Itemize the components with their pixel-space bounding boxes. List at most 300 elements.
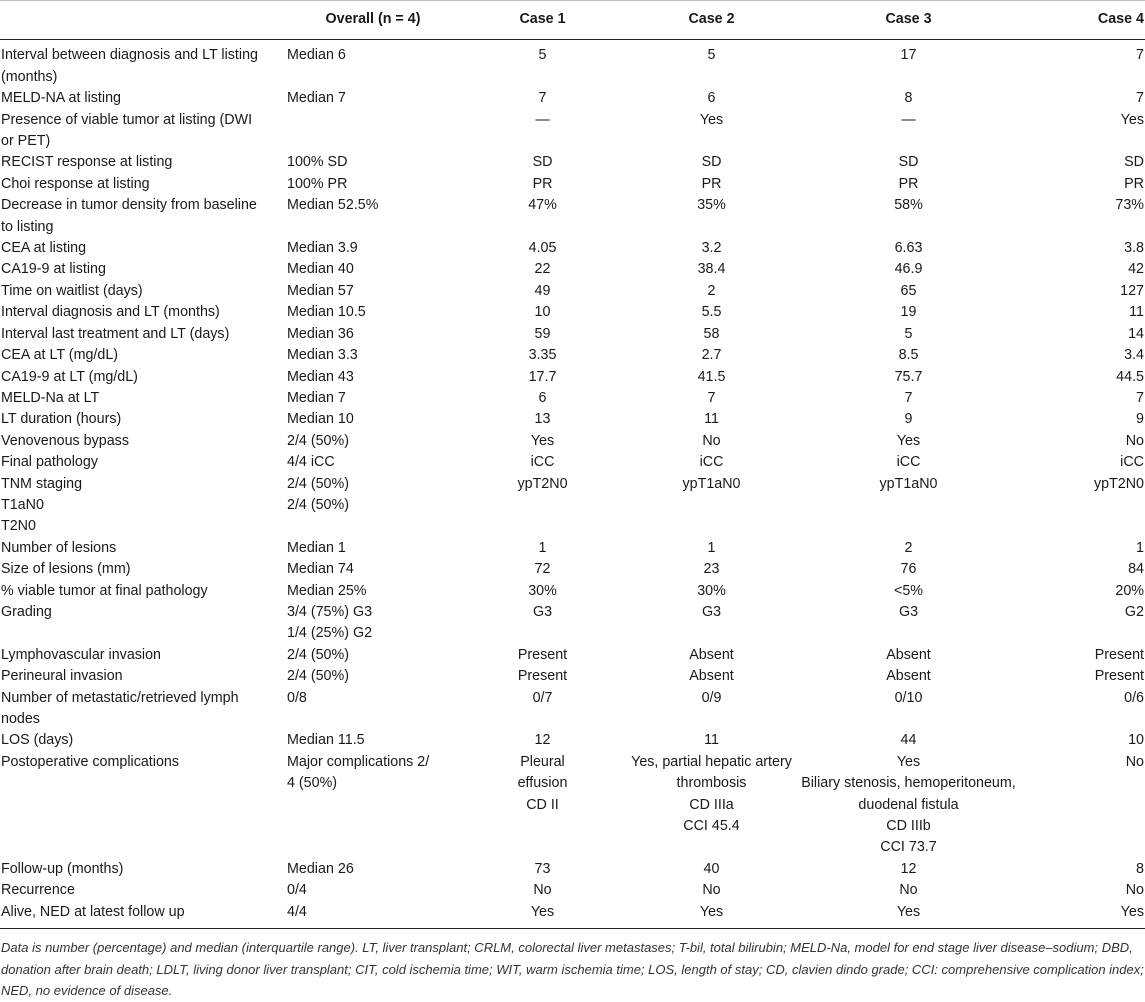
case-2-cell (625, 538, 798, 559)
overall-cell-line: Median 10.5 (287, 304, 366, 321)
table-row (0, 902, 1145, 929)
overall-cell-line: Median 10 (287, 411, 354, 428)
case-2-cell-line: Yes (699, 111, 724, 128)
case-3-cell-line: CCI 73.7 (880, 839, 937, 856)
case-4-cell-line: 11 (1129, 304, 1144, 321)
overall-cell-line: Median 25% (287, 582, 367, 599)
table-row (0, 538, 1145, 559)
case-3-cell (798, 902, 1019, 929)
case-4-cell (1019, 474, 1145, 538)
case-4-cell (1019, 645, 1145, 666)
case-4-cell-line: 10 (1128, 732, 1144, 749)
case-4-cell-line: 7 (1136, 90, 1144, 107)
case-1-cell-line: No (533, 882, 552, 899)
case-2-cell (625, 452, 798, 473)
case-2-cell (625, 688, 798, 731)
case-4-cell-line: SD (1124, 154, 1144, 171)
case-4-cell-line: 7 (1136, 47, 1144, 64)
row-label-line: T2N0 (1, 518, 36, 535)
overall-cell (286, 880, 460, 901)
case-2-cell-line: 2 (707, 282, 716, 299)
case-1-cell (460, 238, 625, 259)
row-label-line: CEA at LT (mg/dL) (1, 347, 119, 364)
case-1-cell-line: 47% (528, 197, 557, 214)
overall-cell-line: 2/4 (50%) (287, 496, 349, 513)
overall-cell-line: 2/4 (50%) (287, 668, 349, 685)
case-2-cell-line: Absent (689, 646, 734, 663)
case-4-cell-line: PR (1124, 175, 1144, 192)
header-case-1: Case 1 (460, 1, 625, 40)
row-label-line: Perineural invasion (1, 668, 123, 685)
case-2-cell (625, 195, 798, 238)
row-label-line: Final pathology (1, 454, 98, 471)
case-4-cell-line: No (1125, 432, 1144, 449)
case-4-cell (1019, 88, 1145, 109)
case-1-cell-line: PR (532, 175, 553, 192)
case-1-cell-line: 13 (534, 411, 551, 428)
row-label-line: Number of lesions (1, 539, 117, 556)
row-label (0, 110, 286, 153)
case-4-cell-line: 1 (1136, 539, 1144, 556)
case-1-cell (460, 730, 625, 751)
table-footnote: Data is number (percentage) and median (interquartile range). LT, liver transplant; CRLM, colorectal liver metastases; T-bil, total bilirubin; MELD-Na, model for end stage liver disease–sodium; DBD, donation after brain death; LDLT, living donor liver transplant; CIT, cold ischemia time; WIT, warm ischemia time; LOS, length of stay; CD, clavien dindo grade; CCI: comprehensive complication index; NED, no evidence of disease. (1, 940, 1144, 999)
case-3-cell-line: 6.63 (894, 240, 923, 257)
case-3-cell (798, 281, 1019, 302)
overall-cell (286, 302, 460, 323)
case-4-cell (1019, 752, 1145, 859)
row-label-line: TNM staging (1, 475, 83, 492)
case-1-cell (460, 302, 625, 323)
row-label (0, 281, 286, 302)
row-label (0, 880, 286, 901)
case-4-cell (1019, 110, 1145, 153)
table-row (0, 88, 1145, 109)
case-1-cell-line: 0/7 (532, 689, 553, 706)
case-2-cell-line: thrombosis (676, 775, 747, 792)
overall-cell-line: Median 6 (287, 47, 346, 64)
table-row (0, 602, 1145, 645)
row-label-line: nodes (1, 711, 40, 727)
case-1-cell (460, 40, 625, 88)
table-row (0, 409, 1145, 430)
row-label-line: MELD-NA at listing (1, 90, 121, 107)
overall-cell (286, 752, 460, 859)
case-1-cell-line: 59 (534, 325, 551, 342)
case-2-cell-line: 23 (703, 561, 720, 578)
table-row (0, 152, 1145, 173)
case-1-cell-line: 49 (534, 282, 551, 299)
case-1-cell (460, 110, 625, 153)
header-label (0, 1, 286, 40)
overall-cell-line: 0/4 (287, 882, 307, 899)
row-label-line: RECIST response at listing (1, 154, 173, 171)
table-row (0, 302, 1145, 323)
case-1-cell-line: 17.7 (528, 368, 557, 385)
case-1-cell (460, 902, 625, 929)
case-1-cell-line: Pleural (520, 753, 565, 770)
case-4-cell (1019, 859, 1145, 880)
row-label (0, 367, 286, 388)
case-4-cell-line: No (1125, 753, 1144, 770)
case-3-cell (798, 324, 1019, 345)
case-4-cell (1019, 281, 1145, 302)
case-2-cell-line: 5 (707, 47, 716, 64)
case-4-cell-line: ypT2N0 (1093, 475, 1144, 492)
row-label-line: Recurrence (1, 882, 75, 899)
case-3-cell-line: 8.5 (898, 347, 919, 364)
row-label-line: or PET) (1, 133, 51, 150)
case-4-cell-line: Present (1094, 646, 1144, 663)
case-3-cell-line: 65 (900, 282, 917, 299)
table-row (0, 645, 1145, 666)
overall-cell-line: Median 7 (287, 90, 346, 107)
case-3-cell (798, 538, 1019, 559)
case-4-cell (1019, 345, 1145, 366)
case-3-cell (798, 859, 1019, 880)
overall-cell (286, 174, 460, 195)
table-row (0, 730, 1145, 751)
case-4-cell-line: Yes (1120, 111, 1144, 128)
case-1-cell (460, 602, 625, 645)
overall-cell-line: Median 3.3 (287, 347, 358, 364)
case-4-cell (1019, 388, 1145, 409)
case-1-cell-line: 73 (534, 860, 551, 877)
case-2-cell (625, 409, 798, 430)
case-3-cell-line: PR (898, 175, 919, 192)
row-label (0, 88, 286, 109)
overall-cell (286, 238, 460, 259)
case-3-cell (798, 730, 1019, 751)
row-label-line: Follow-up (months) (1, 860, 124, 877)
case-4-cell (1019, 174, 1145, 195)
table-row (0, 110, 1145, 153)
overall-cell (286, 110, 460, 153)
row-label-line: Choi response at listing (1, 175, 150, 192)
row-label-line: CEA at listing (1, 240, 87, 257)
header-case-3: Case 3 (798, 1, 1019, 40)
case-2-cell (625, 902, 798, 929)
case-2-cell (625, 110, 798, 153)
overall-cell (286, 152, 460, 173)
header-case-2: Case 2 (625, 1, 798, 40)
overall-cell (286, 259, 460, 280)
overall-cell (286, 345, 460, 366)
case-4-cell-line: Yes (1120, 903, 1144, 920)
table-row (0, 345, 1145, 366)
row-label-line: Venovenous bypass (1, 432, 129, 449)
overall-cell-line: 100% SD (287, 154, 348, 171)
case-4-cell-line: 84 (1128, 561, 1144, 578)
case-3-cell-line: 44 (900, 732, 917, 749)
case-2-cell-line: 35% (697, 197, 726, 214)
case-2-cell (625, 281, 798, 302)
row-label (0, 388, 286, 409)
case-2-cell (625, 880, 798, 901)
case-3-cell-line: 76 (900, 561, 917, 578)
case-3-cell (798, 409, 1019, 430)
row-label (0, 324, 286, 345)
case-2-cell (625, 345, 798, 366)
row-label-line: (months) (1, 68, 58, 85)
overall-cell (286, 902, 460, 929)
table-row (0, 688, 1145, 731)
overall-cell-line: 0/8 (287, 689, 307, 706)
case-3-cell-line: 9 (904, 411, 913, 428)
case-4-cell-line: G2 (1124, 603, 1144, 620)
overall-cell (286, 581, 460, 602)
row-label-line: MELD-Na at LT (1, 389, 100, 406)
case-3-cell (798, 752, 1019, 859)
case-3-cell-line: No (899, 882, 918, 899)
case-2-cell (625, 238, 798, 259)
case-2-cell (625, 602, 798, 645)
case-2-cell-line: 2.7 (701, 347, 722, 364)
case-3-cell-line: duodenal fistula (858, 796, 959, 813)
case-1-cell (460, 880, 625, 901)
case-4-cell-line: 44.5 (1116, 368, 1144, 385)
case-1-cell (460, 259, 625, 280)
case-2-cell-line: G3 (701, 603, 722, 620)
row-label (0, 688, 286, 731)
case-3-cell-line: Yes (896, 903, 921, 920)
row-label (0, 602, 286, 645)
case-1-cell-line: 12 (534, 732, 551, 749)
table-row (0, 859, 1145, 880)
case-4-cell (1019, 259, 1145, 280)
table-row (0, 40, 1145, 88)
case-2-cell (625, 388, 798, 409)
case-2-cell-line: 11 (704, 411, 719, 428)
row-label (0, 409, 286, 430)
case-2-cell (625, 40, 798, 88)
overall-cell (286, 431, 460, 452)
case-3-cell (798, 238, 1019, 259)
case-4-cell (1019, 409, 1145, 430)
case-3-cell (798, 195, 1019, 238)
case-4-cell-line: 3.8 (1124, 240, 1144, 257)
case-3-cell (798, 152, 1019, 173)
case-4-cell (1019, 666, 1145, 687)
overall-cell (286, 688, 460, 731)
case-1-cell-line: 22 (534, 261, 551, 278)
overall-cell-line: Median 1 (287, 539, 346, 556)
row-label (0, 559, 286, 580)
row-label (0, 474, 286, 538)
case-2-cell-line: 41.5 (697, 368, 726, 385)
case-3-cell (798, 559, 1019, 580)
case-1-cell (460, 345, 625, 366)
table-row (0, 324, 1145, 345)
case-3-cell (798, 367, 1019, 388)
case-3-cell-line: 58% (894, 197, 923, 214)
case-1-cell (460, 538, 625, 559)
case-1-cell-line: — (535, 111, 550, 128)
row-label-line: LT duration (hours) (1, 411, 122, 428)
case-4-cell (1019, 452, 1145, 473)
row-label (0, 538, 286, 559)
case-1-cell-line: 30% (528, 582, 557, 599)
case-2-cell-line: 5.5 (701, 304, 722, 321)
row-label (0, 238, 286, 259)
case-4-cell-line: 127 (1120, 282, 1144, 299)
table-row (0, 367, 1145, 388)
case-2-cell (625, 752, 798, 859)
table-row (0, 259, 1145, 280)
case-4-cell (1019, 688, 1145, 731)
overall-cell-line: Median 3.9 (287, 240, 358, 257)
row-label (0, 152, 286, 173)
overall-cell (286, 730, 460, 751)
overall-cell-line: Median 11.5 (287, 732, 365, 749)
case-2-cell-line: No (702, 882, 721, 899)
overall-cell-line: Median 52.5% (287, 197, 379, 214)
case-3-cell-line: 8 (904, 90, 913, 107)
case-3-cell-line: 17 (900, 47, 917, 64)
case-1-cell (460, 431, 625, 452)
row-label-line: % viable tumor at final pathology (1, 582, 208, 599)
case-3-cell-line: SD (898, 154, 919, 171)
case-4-cell-line: 42 (1128, 261, 1144, 278)
case-4-cell-line: 8 (1136, 860, 1144, 877)
case-4-cell (1019, 367, 1145, 388)
case-3-cell-line: G3 (898, 603, 919, 620)
case-3-cell-line: Yes (896, 753, 921, 770)
overall-cell-line: Median 7 (287, 389, 346, 406)
case-1-cell (460, 688, 625, 731)
case-1-cell (460, 559, 625, 580)
case-4-cell (1019, 195, 1145, 238)
case-4-cell (1019, 538, 1145, 559)
case-3-cell (798, 474, 1019, 538)
overall-cell (286, 602, 460, 645)
overall-cell-line: 100% PR (287, 175, 348, 192)
table-body (0, 40, 1145, 929)
row-label-line: Size of lesions (mm) (1, 561, 131, 578)
case-1-cell (460, 474, 625, 538)
case-1-cell (460, 581, 625, 602)
case-3-cell (798, 388, 1019, 409)
case-3-cell-line: Yes (896, 432, 921, 449)
overall-cell (286, 474, 460, 538)
case-4-cell-line: 14 (1128, 325, 1144, 342)
case-1-cell (460, 367, 625, 388)
overall-cell-line: 4 (50%) (287, 775, 338, 792)
row-label (0, 40, 286, 88)
row-label-line: Decrease in tumor density from baseline (1, 197, 257, 214)
table-row (0, 452, 1145, 473)
case-3-cell-line: iCC (896, 454, 921, 471)
case-2-cell-line: 40 (703, 860, 720, 877)
case-4-cell-line: 7 (1136, 389, 1144, 406)
case-3-cell-line: <5% (893, 582, 923, 599)
case-3-cell-line: CD IIIb (886, 818, 931, 835)
case-2-cell (625, 324, 798, 345)
case-3-cell (798, 174, 1019, 195)
case-3-cell-line: Absent (886, 668, 931, 685)
row-label (0, 259, 286, 280)
case-2-cell-line: 0/9 (701, 689, 722, 706)
table-row (0, 559, 1145, 580)
row-label (0, 174, 286, 195)
case-1-cell-line: 3.35 (528, 347, 557, 364)
case-1-cell-line: G3 (532, 603, 553, 620)
case-3-cell (798, 645, 1019, 666)
case-4-cell (1019, 730, 1145, 751)
case-3-cell (798, 110, 1019, 153)
case-1-cell-line: 7 (538, 90, 547, 107)
overall-cell-line: 1/4 (25%) G2 (287, 625, 373, 642)
overall-cell (286, 40, 460, 88)
overall-cell-line: Median 40 (287, 261, 354, 278)
row-label-line: T1aN0 (1, 496, 44, 513)
case-1-cell (460, 174, 625, 195)
case-2-cell-line: 3.2 (701, 240, 722, 257)
case-2-cell (625, 581, 798, 602)
overall-cell-line: 2/4 (50%) (287, 646, 349, 663)
table-row (0, 238, 1145, 259)
case-3-cell-line: Biliary stenosis, hemoperitoneum, (801, 775, 1016, 792)
case-4-cell-line: iCC (1120, 454, 1144, 471)
overall-cell (286, 195, 460, 238)
case-3-cell (798, 40, 1019, 88)
case-2-cell (625, 367, 798, 388)
overall-cell (286, 324, 460, 345)
row-label (0, 302, 286, 323)
row-label-line: LOS (days) (1, 732, 74, 749)
case-1-cell-line: effusion (517, 775, 568, 792)
row-label-line: Presence of viable tumor at listing (DWI (1, 111, 253, 128)
case-4-cell (1019, 302, 1145, 323)
case-3-cell-line: 0/10 (894, 689, 923, 706)
row-label-line: Number of metastatic/retrieved lymph (1, 689, 239, 706)
case-4-cell (1019, 238, 1145, 259)
case-1-cell-line: iCC (530, 454, 555, 471)
row-label-line: Postoperative complications (1, 753, 180, 770)
case-2-cell-line: iCC (699, 454, 724, 471)
case-2-cell-line: CD IIIa (689, 796, 734, 813)
header-case-4: Case 4 (1019, 1, 1145, 40)
case-2-cell-line: 7 (707, 389, 716, 406)
case-2-cell-line: CCI 45.4 (683, 818, 740, 835)
case-3-cell (798, 666, 1019, 687)
case-1-cell-line: Yes (530, 903, 555, 920)
overall-cell (286, 281, 460, 302)
case-2-cell-line: 6 (707, 90, 716, 107)
case-4-cell-line: 0/6 (1124, 689, 1144, 706)
case-4-cell-line: Present (1094, 668, 1144, 685)
overall-cell (286, 859, 460, 880)
case-2-cell (625, 730, 798, 751)
table-row (0, 388, 1145, 409)
overall-cell (286, 538, 460, 559)
case-3-cell (798, 602, 1019, 645)
case-2-cell (625, 859, 798, 880)
case-1-cell-line: Present (517, 668, 568, 685)
row-label-line: Interval between diagnosis and LT listing (1, 47, 258, 64)
row-label (0, 730, 286, 751)
case-1-cell (460, 195, 625, 238)
case-3-cell (798, 302, 1019, 323)
row-label-line: Interval last treatment and LT (days) (1, 325, 230, 342)
header-overall: Overall (n = 4) (286, 1, 460, 40)
overall-cell (286, 645, 460, 666)
table-row (0, 195, 1145, 238)
case-2-cell-line: Yes (699, 903, 724, 920)
row-label (0, 345, 286, 366)
case-2-cell (625, 431, 798, 452)
row-label (0, 452, 286, 473)
row-label-line: to listing (1, 218, 54, 235)
